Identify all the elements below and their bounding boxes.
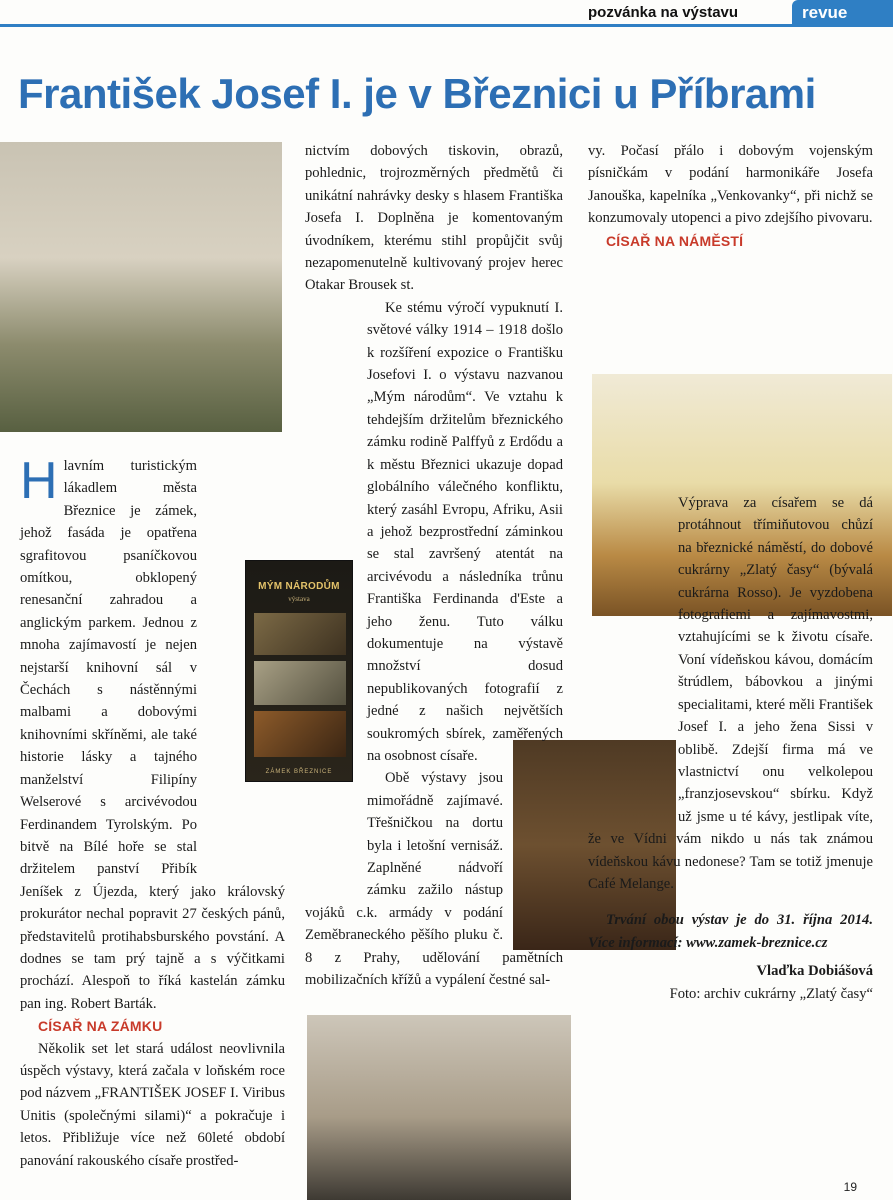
section-tag: revue <box>792 0 893 27</box>
book-footer: ZÁMEK BŘEZNICE <box>265 769 333 775</box>
photo-credit: Foto: archiv cukrárny „Zlatý časy“ <box>669 985 873 1002</box>
subhead-cisar-na-zamku: CÍSAŘ NA ZÁMKU <box>38 1018 163 1035</box>
photo-accordion-player <box>307 1015 571 1200</box>
column-1 <box>20 452 285 1172</box>
subhead-cisar-na-namesti: CÍSAŘ NA NÁMĚSTÍ <box>606 232 744 249</box>
photo-soldiers <box>0 142 282 432</box>
column-2 <box>305 140 563 991</box>
drop-cap: H <box>20 452 58 510</box>
exhibition-info: Trvání obou výstav je do 31. října 2014. Více informací: www.zamek-breznice.cz <box>588 912 873 951</box>
header-bar <box>0 0 893 30</box>
column-3 <box>588 140 873 1005</box>
book-title: MÝM NÁRODŮM <box>258 581 340 592</box>
col2-paragraph-1: nictvím dobových tiskovin, obrazů, pohlednic, trojrozměrných předmětů či unikátní nahrávky desky s hlasem Františka Josefa I. Doplněna je komentovaným úvodníkem, kterému stihl propůjčit svůj nezapomenutelně kultivovaný projev herec Otakar Brousek st. <box>305 143 563 294</box>
col1-paragraph-1: Hlavním turistickým lákadlem města Březnice je zámek, jehož fasáda je opatřena sgrafitovou psaníčkovou omítkou, obklopený renesanční zahradou a anglickým parkem. Jednou z mnoha zajímavostí je nejen nejstarší knihovní sál v Čechách s nástěnnými malbami a dobovými knihovními skříněmi, ale také historie lásky a tajného manželství Filipíny Welserové s arcivévodou Ferdinandem Tyrolským. Po bitvě na Bílé hoře se stal držitelem panství Přibík Jeníšek z Újezda, který jako královský prokurátor nechal popravit 27 českých pánů, představitelů protihabsburského povstání. A dodnes se tam prý tajně a s výčitkami prochází. Alespoň to říká kastelán zámku pan ing. Robert Barták. <box>20 452 285 1012</box>
col1-paragraph-2: Několik set let stará událost neovlivnila úspěch výstavy, která začala v loňském roce pod názvem „FRANTIŠEK JOSEF I. Viribus Unitis (společnými silami)“ a pokračuje i letos. Přibližuje více než 60leté období panování rakouského císaře prostřed- <box>20 1040 285 1169</box>
author-name: Vlaďka Dobiášová <box>756 963 873 980</box>
header-rule <box>0 24 893 27</box>
book-subtitle: výstava <box>288 595 310 603</box>
col2-paragraph-2: Ke stému výročí vypuknutí I. světové války 1914 – 1918 došlo k rozšíření expozice o Františku Josefovi I. o výstavu nazvanou „Mým národům“. Ve vztahu k tehdejším držitelům březnického zámku rodině Palffyů z Erdődu a k městu Březnici ukazuje dopad globálního válečného konfliktu, který zasáhl Evropu, Afriku, Asii a jehož bezprostřední záminkou se stal završený atentát na arcivévodu a následníka trůnu Františka Ferdinanda d'Este a jeho ženu. Tuto válku dokumentuje na výstavě množství dosud nepublikovaných fotografií z jedné z našich největších soukromých sbírek, zaměřených na osobnost císaře. <box>367 299 563 764</box>
section-label: pozvánka na výstavu <box>588 4 739 21</box>
page-number: 19 <box>843 1180 857 1194</box>
col2-paragraph-3: Obě výstavy jsou mimořádně zajímavé. Třešničkou na dortu byla i letošní vernisáž. Zaplněné nádvoří zámku zažilo nástup vojáků c.k. armády v podání Zeměbraneckého pěšího pluku č. 8 z Prahy, udělování pamětních mobilizačních křížů a vypálení čestné sal- <box>305 770 563 989</box>
article-title: František Josef I. je v Březnici u Příbrami <box>18 70 816 117</box>
col3-paragraph-1: vy. Počasí přálo i dobovým vojenským písničkám v podání harmonikáře Josefa Janouška, kapelníka „Venkovanky“, při nichž se konzumovaly utopenci a pivo zdejšího pivovaru. <box>588 143 873 227</box>
col3-paragraph-2: Výprava za císařem se dá protáhnout třímiňutovou chůzí na březnické náměstí, do dobové cukrárny „Zlatý časy“ (bývalá cukrárna Rosso). Je vyzdobena fotografiemi a zajímavostmi, vztahujícími se k životu císaře. Voní vídeňskou kávou, domácím štrúdlem, bábovkou a jinými specialitami, které měli František Josef I. a jeho žena Sissi v oblibě. Zdejší firma má ve vlastnictví onu velkolepou „franzjosevskou“ sbírku. Když už jsme u té kávy, jestlipak víte, že ve Vídni vám nikdo u nás tak známou vídeňskou kávu nedonese? Tam se totiž jmenuje Café Melange. <box>588 495 873 892</box>
